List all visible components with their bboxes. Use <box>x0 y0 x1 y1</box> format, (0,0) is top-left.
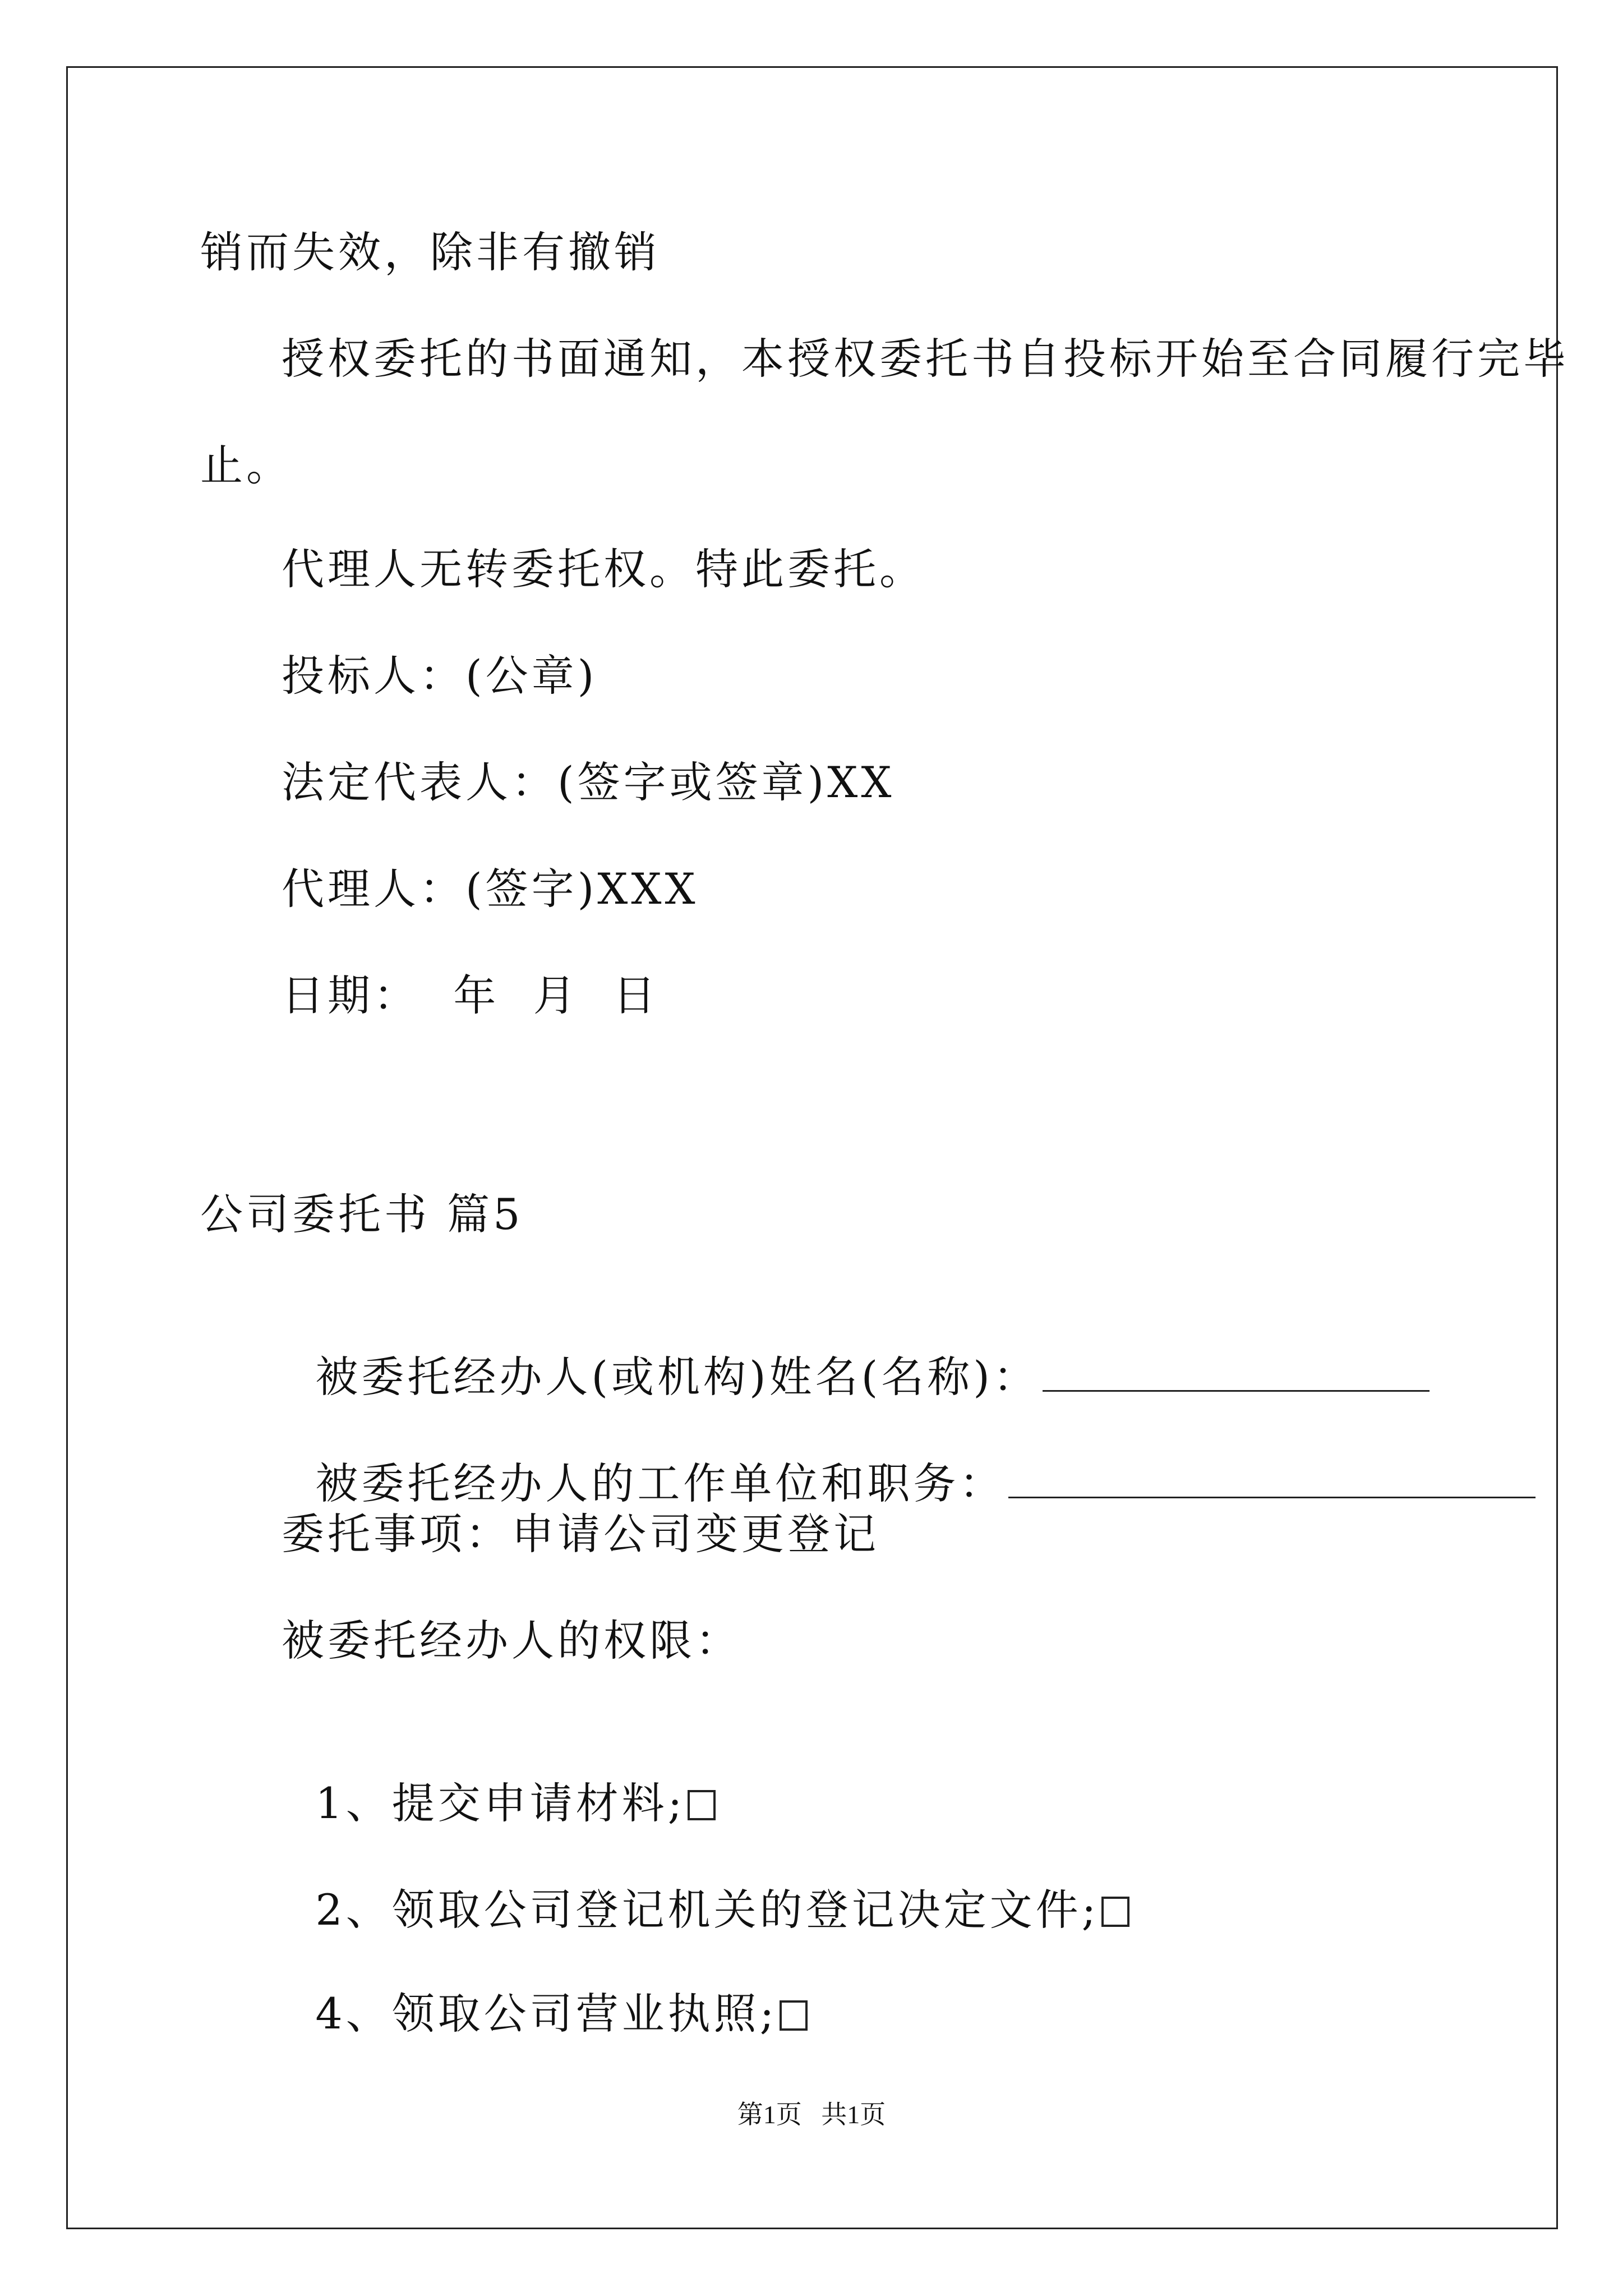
bidder-line: 投标人：(公章) <box>282 651 598 701</box>
authority-item-label: 2、领取公司登记机关的登记决定文件; <box>315 1885 1100 1935</box>
text-line-notice: 授权委托的书面通知，本授权委托书自投标开始至合同履行完毕 <box>282 334 1569 384</box>
authority-item <box>282 1826 1129 1938</box>
text-line-end: 止。 <box>200 440 292 490</box>
date-line: 日期： 年 月 日 <box>282 970 659 1020</box>
authority-heading: 被委托经办人的权限： <box>282 1616 741 1665</box>
checkbox-icon <box>780 2000 808 2031</box>
authority-item <box>282 1719 716 1832</box>
page-number-footer: 第1页 共1页 <box>737 2100 886 2129</box>
agent-name-field <box>282 1293 1430 1405</box>
legal-representative-line: 法定代表人：(签字或签章)XX <box>282 757 895 807</box>
delegated-matter-line: 委托事项：申请公司变更登记 <box>282 1509 879 1559</box>
agent-workplace-blank <box>1008 1457 1536 1498</box>
agent-workplace-label: 被委托经办人的工作单位和职务： <box>315 1458 1006 1508</box>
text-line-continuation: 销而失效，除非有撤销 <box>200 227 660 277</box>
authority-item <box>282 1930 808 2042</box>
authority-item-label: 4、领取公司营业执照; <box>315 1989 778 2039</box>
agent-line: 代理人：(签字)XXX <box>282 864 699 914</box>
agent-name-label: 被委托经办人(或机构)姓名(名称)： <box>315 1352 1039 1402</box>
checkbox-icon <box>1101 1897 1129 1927</box>
section-heading: 公司委托书 篇5 <box>200 1189 524 1239</box>
authority-item-label: 1、提交申请材料; <box>315 1778 686 1828</box>
agent-workplace-field <box>282 1400 1536 1512</box>
text-line-no-transfer: 代理人无转委托权。特此委托。 <box>282 544 925 594</box>
agent-name-blank <box>1043 1351 1430 1392</box>
checkbox-icon <box>688 1790 716 1820</box>
